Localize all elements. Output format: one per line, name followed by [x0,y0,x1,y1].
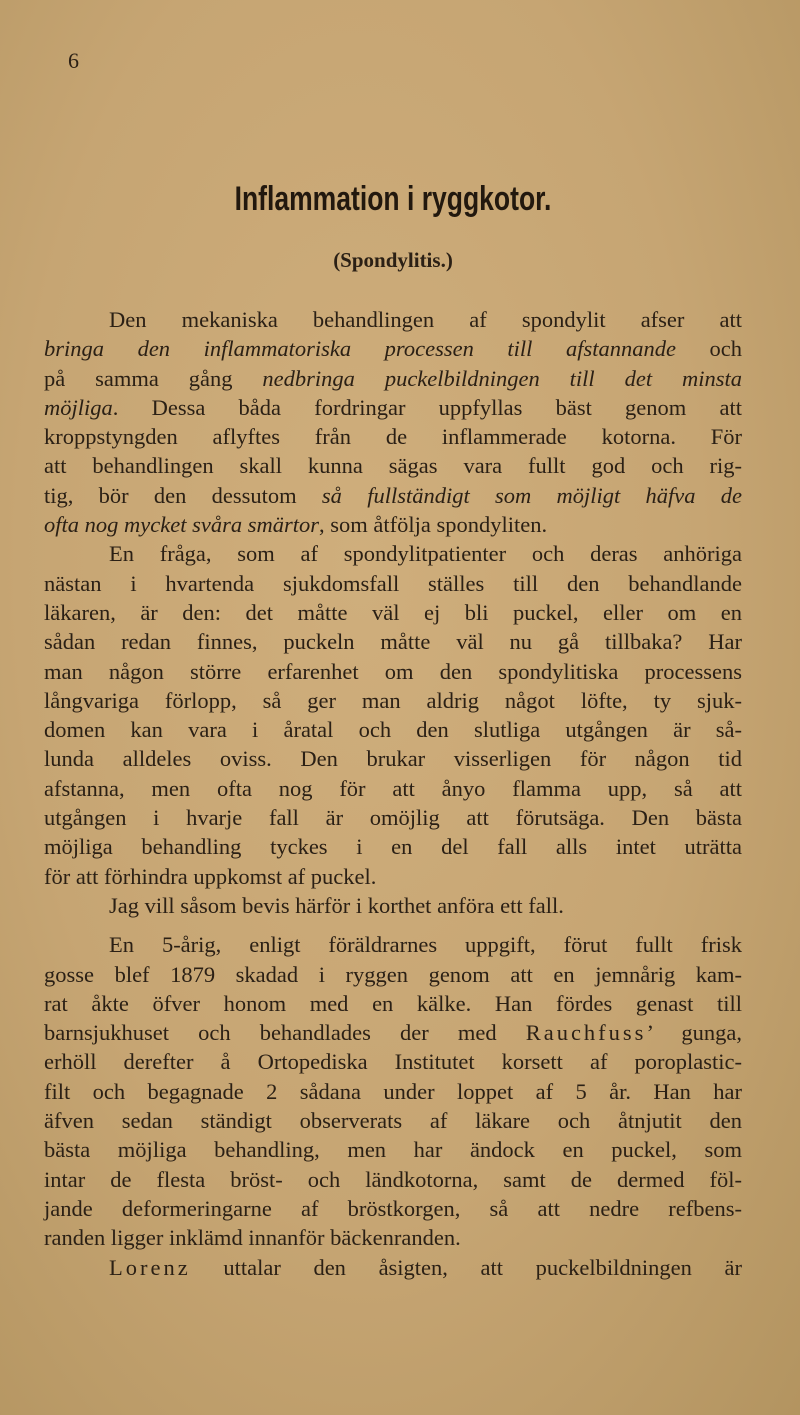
text-segment: läkaren, är den: det måtte väl ej bli puckel, eller om en [44,599,742,625]
paragraph [44,930,742,1252]
text-line [44,364,742,393]
text-line [44,569,742,598]
text-segment: Den mekaniska behandlingen af spondylit afser att [109,307,742,332]
text-segment: på samma gång [44,365,263,391]
text-line [44,627,742,656]
text-segment: randen ligger inklämd innanför bäckenranden. [44,1225,461,1251]
text-segment: gosse blef 1879 skadad i ryggen genom att en jemnårig kam- [44,961,742,987]
text-segment: långvariga förlopp, så ger man aldrig något löfte, ty sjuk- [44,687,742,713]
paragraph [44,1253,742,1282]
text-segment: uttalar den åsigten, att puckelbildningen är [190,1254,742,1280]
text-line [44,862,742,891]
text-line [44,715,742,744]
text-line [44,686,742,715]
text-line [44,334,742,363]
text-line [44,891,742,920]
text-line [44,1165,742,1194]
text-line [44,305,742,334]
text-segment: utgången i hvarje fall är omöjlig att förutsäga. Den bästa [44,805,742,831]
text-line [44,744,742,773]
text-segment: och [675,336,742,362]
text-segment: möjliga behandling tyckes i en del fall alls intet uträtta [44,834,742,860]
spaced-name-text: Lorenz [109,1254,191,1280]
text-segment: man någon större erfarenhet om den spondylitiska processens [44,658,742,684]
text-segment: afstanna, men ofta nog för att ånyo flamma upp, så att [44,775,742,801]
italic-text: möjliga [44,394,113,420]
paragraph [44,305,742,539]
text-segment: barnsjukhuset och behandlades der med [44,1020,526,1046]
text-segment: erhöll derefter å Ortopediska Institutet korsett af poroplastic- [44,1049,742,1075]
text-segment: för att förhindra uppkomst af puckel. [44,863,377,889]
text-line [44,1106,742,1135]
text-segment: ’ gunga, [646,1020,742,1046]
text-line [44,989,742,1018]
text-segment: intar de flesta bröst- och ländkotorna, samt de dermed föl- [44,1166,742,1192]
text-line [44,539,742,568]
text-line [44,1253,742,1282]
body-text [44,305,742,1282]
text-segment: att behandlingen skall kunna sägas vara fullt god och rig- [44,453,742,479]
text-segment: , som åtfölja spondyliten. [318,512,548,538]
chapter-title: Inflammation i ryggkotor. [234,180,552,218]
spaced-name-text: Rauchfuss [525,1020,647,1046]
text-segment: filt och begagnade 2 sådana under loppet af 5 år. Han har [44,1078,742,1104]
paragraph-gap [44,920,742,930]
italic-text: så fullständigt som möjligt häfva de [321,482,742,508]
text-segment: sådan redan finnes, puckeln måtte väl nu gå tillbaka? Har [44,629,742,655]
page-number: 6 [68,48,79,73]
text-segment: En fråga, som af spondylitpatienter och deras anhöriga [109,541,742,567]
text-line [44,1135,742,1164]
text-line [44,832,742,861]
text-segment: äfven sedan ständigt observerats af läkare och åtnjutit den [44,1108,742,1134]
text-segment: Jag vill såsom bevis härför i korthet anföra ett fall. [109,892,564,918]
paragraph [44,539,742,891]
text-segment: jande deformeringarne af bröstkorgen, så att nedre refbens- [44,1195,742,1221]
text-line [44,930,742,959]
text-line [44,1047,742,1076]
text-line [44,422,742,451]
text-line [44,451,742,480]
text-line [44,774,742,803]
text-line [44,393,742,422]
text-segment: . Dessa båda fordringar uppfyllas bäst genom att [112,394,742,420]
text-segment: nästan i hvartenda sjukdomsfall ställes till den behandlande [44,570,742,596]
text-segment: lunda alldeles oviss. Den brukar visserligen för någon tid [44,746,742,772]
paragraph [44,891,742,920]
text-line [44,481,742,510]
text-line [44,1223,742,1252]
text-line [44,960,742,989]
text-segment: En 5-årig, enligt föräldrarnes uppgift, förut fullt frisk [109,932,742,958]
text-line [44,1077,742,1106]
text-line [44,510,742,539]
text-line [44,657,742,686]
text-line [44,803,742,832]
italic-text: ofta nog mycket svåra smärtor [44,512,319,538]
text-line [44,598,742,627]
text-line [44,1194,742,1223]
text-segment: kroppstyngden aflyftes från de inflammerade kotorna. För [44,424,742,450]
text-segment: tig, bör den dessutom [44,482,322,508]
italic-text: nedbringa puckelbildningen till det minsta [262,365,742,391]
text-segment: bästa möjliga behandling, men har ändock en puckel, som [44,1137,742,1163]
text-line [44,1018,742,1047]
chapter-subtitle: (Spondylitis.) [333,248,453,272]
italic-text: bringa den inflammatoriska processen till afstannande [44,336,676,362]
text-segment: domen kan vara i åratal och den slutliga utgången är så- [44,717,742,743]
text-segment: rat åkte öfver honom med en kälke. Han fördes genast till [44,990,742,1016]
